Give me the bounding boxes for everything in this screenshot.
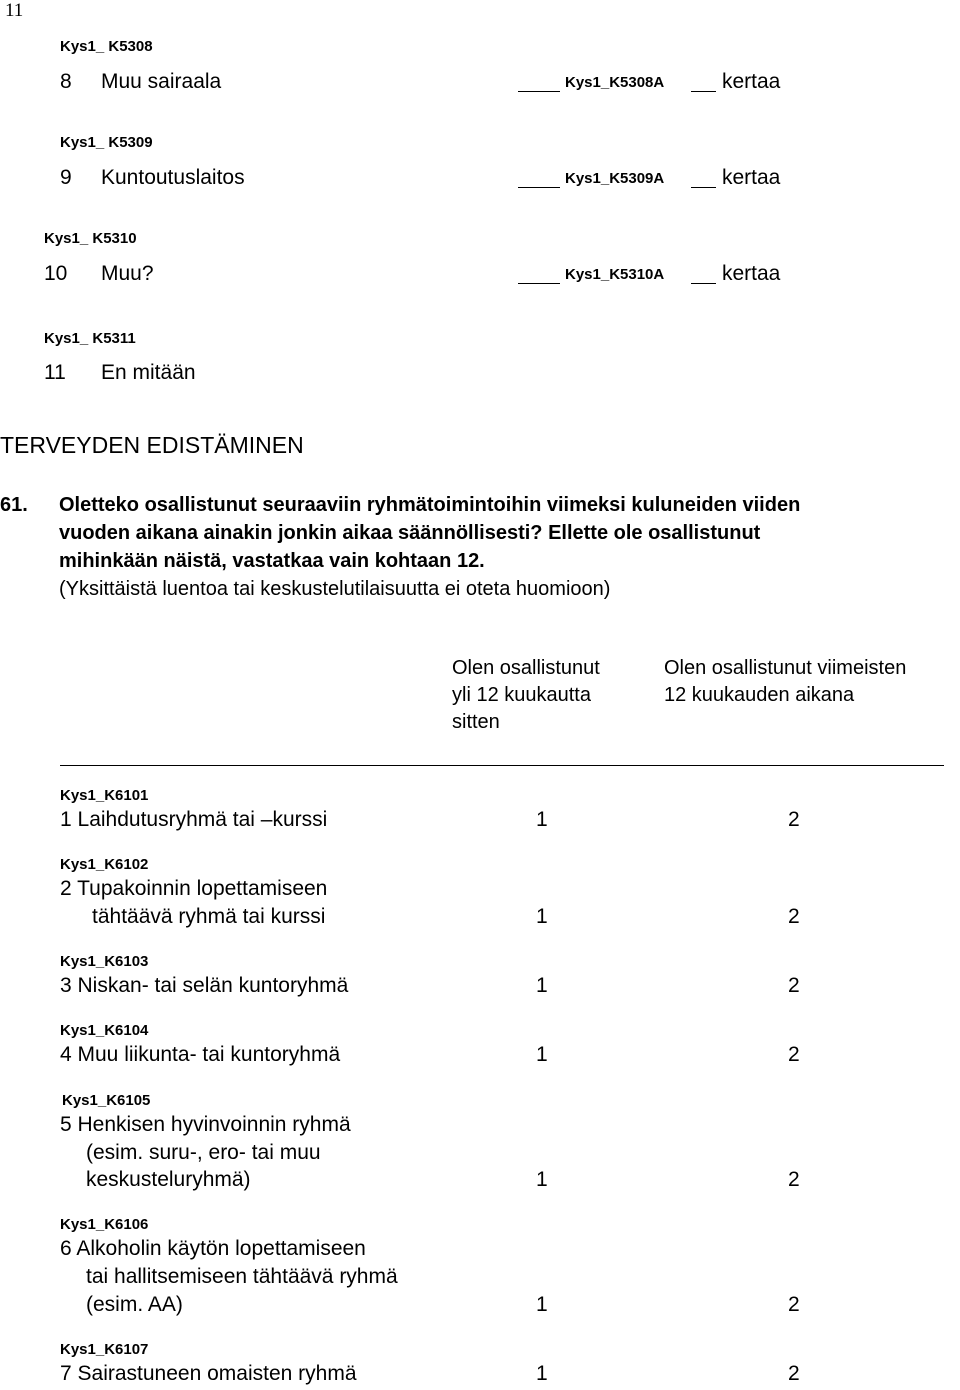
row-label: 2 Tupakoinnin lopettamiseen [60, 877, 328, 900]
row-code: Kys1_K6106 [60, 1216, 149, 1233]
page-number: 11 [5, 0, 24, 21]
option-2[interactable]: 2 [788, 1168, 800, 1191]
column-header-1: Olen osallistunut [452, 657, 600, 679]
row-code: Kys1_K6102 [60, 856, 149, 873]
row-label: (esim. AA) [86, 1293, 183, 1316]
option-2[interactable]: 2 [788, 808, 800, 831]
count-blank[interactable] [518, 91, 560, 92]
item-label: Kuntoutuslaitos [101, 166, 245, 189]
column-header-1: yli 12 kuukautta [452, 684, 591, 706]
option-1[interactable]: 1 [536, 1293, 548, 1316]
item-number: 8 [60, 70, 72, 93]
row-label: (esim. suru-, ero- tai muu [86, 1141, 321, 1164]
count-code: Kys1_K5308A [565, 74, 665, 91]
item-number: 11 [44, 361, 66, 384]
count-blank[interactable] [518, 187, 560, 188]
unit-label: kertaa [722, 262, 781, 285]
question-line: mihinkään näistä, vastatkaa vain kohtaan 12. [59, 550, 485, 572]
option-1[interactable]: 1 [536, 905, 548, 928]
count-code: Kys1_K5310A [565, 266, 665, 283]
option-2[interactable]: 2 [788, 974, 800, 997]
row-label: 4 Muu liikunta- tai kuntoryhmä [60, 1043, 341, 1066]
question-line: vuoden aikana ainakin jonkin aikaa säännöllisesti? Ellette ole osallistunut [59, 522, 761, 544]
item-label: Muu sairaala [101, 70, 222, 93]
row-code: Kys1_K6107 [60, 1341, 149, 1358]
row-label: keskusteluryhmä) [86, 1168, 251, 1191]
count-code: Kys1_K5309A [565, 170, 665, 187]
row-code: Kys1_K6103 [60, 953, 149, 970]
item-label: En mitään [101, 361, 196, 384]
count-blank-short[interactable] [691, 91, 716, 92]
row-label: tai hallitsemiseen tähtäävä ryhmä [86, 1265, 398, 1288]
question-number: 61. [0, 494, 28, 516]
row-label: 5 Henkisen hyvinvoinnin ryhmä [60, 1113, 351, 1136]
column-header-1: sitten [452, 711, 500, 733]
count-blank-short[interactable] [691, 187, 716, 188]
item-number: 10 [44, 262, 68, 285]
item-label: Muu? [101, 262, 154, 285]
row-label: 3 Niskan- tai selän kuntoryhmä [60, 974, 349, 997]
option-2[interactable]: 2 [788, 1043, 800, 1066]
count-blank-short[interactable] [691, 283, 716, 284]
divider [60, 765, 944, 766]
option-2[interactable]: 2 [788, 1293, 800, 1316]
unit-label: kertaa [722, 70, 781, 93]
item-code: Kys1_ K5310 [44, 230, 137, 247]
unit-label: kertaa [722, 166, 781, 189]
row-code: Kys1_K6101 [60, 787, 149, 804]
option-2[interactable]: 2 [788, 905, 800, 928]
row-label: 6 Alkoholin käytön lopettamiseen [60, 1237, 366, 1260]
column-header-2: Olen osallistunut viimeisten [664, 657, 907, 679]
item-code: Kys1_ K5308 [60, 38, 153, 55]
option-1[interactable]: 1 [536, 808, 548, 831]
option-1[interactable]: 1 [536, 974, 548, 997]
option-1[interactable]: 1 [536, 1362, 548, 1385]
question-line: Oletteko osallistunut seuraaviin ryhmätoimintoihin viimeksi kuluneiden viiden [59, 494, 801, 516]
column-header-2: 12 kuukauden aikana [664, 684, 855, 706]
row-label: tähtäävä ryhmä tai kurssi [92, 905, 326, 928]
count-blank[interactable] [518, 283, 560, 284]
row-code: Kys1_K6104 [60, 1022, 149, 1039]
option-1[interactable]: 1 [536, 1168, 548, 1191]
row-label: 7 Sairastuneen omaisten ryhmä [60, 1362, 357, 1385]
row-label: 1 Laihdutusryhmä tai –kurssi [60, 808, 328, 831]
option-1[interactable]: 1 [536, 1043, 548, 1066]
section-heading: TERVEYDEN EDISTÄMINEN [0, 432, 304, 458]
item-code: Kys1_ K5309 [60, 134, 153, 151]
item-number: 9 [60, 166, 72, 189]
option-2[interactable]: 2 [788, 1362, 800, 1385]
question-note: (Yksittäistä luentoa tai keskustelutilaisuutta ei oteta huomioon) [59, 578, 611, 600]
item-code: Kys1_ K5311 [44, 330, 136, 347]
row-code: Kys1_K6105 [62, 1092, 151, 1109]
